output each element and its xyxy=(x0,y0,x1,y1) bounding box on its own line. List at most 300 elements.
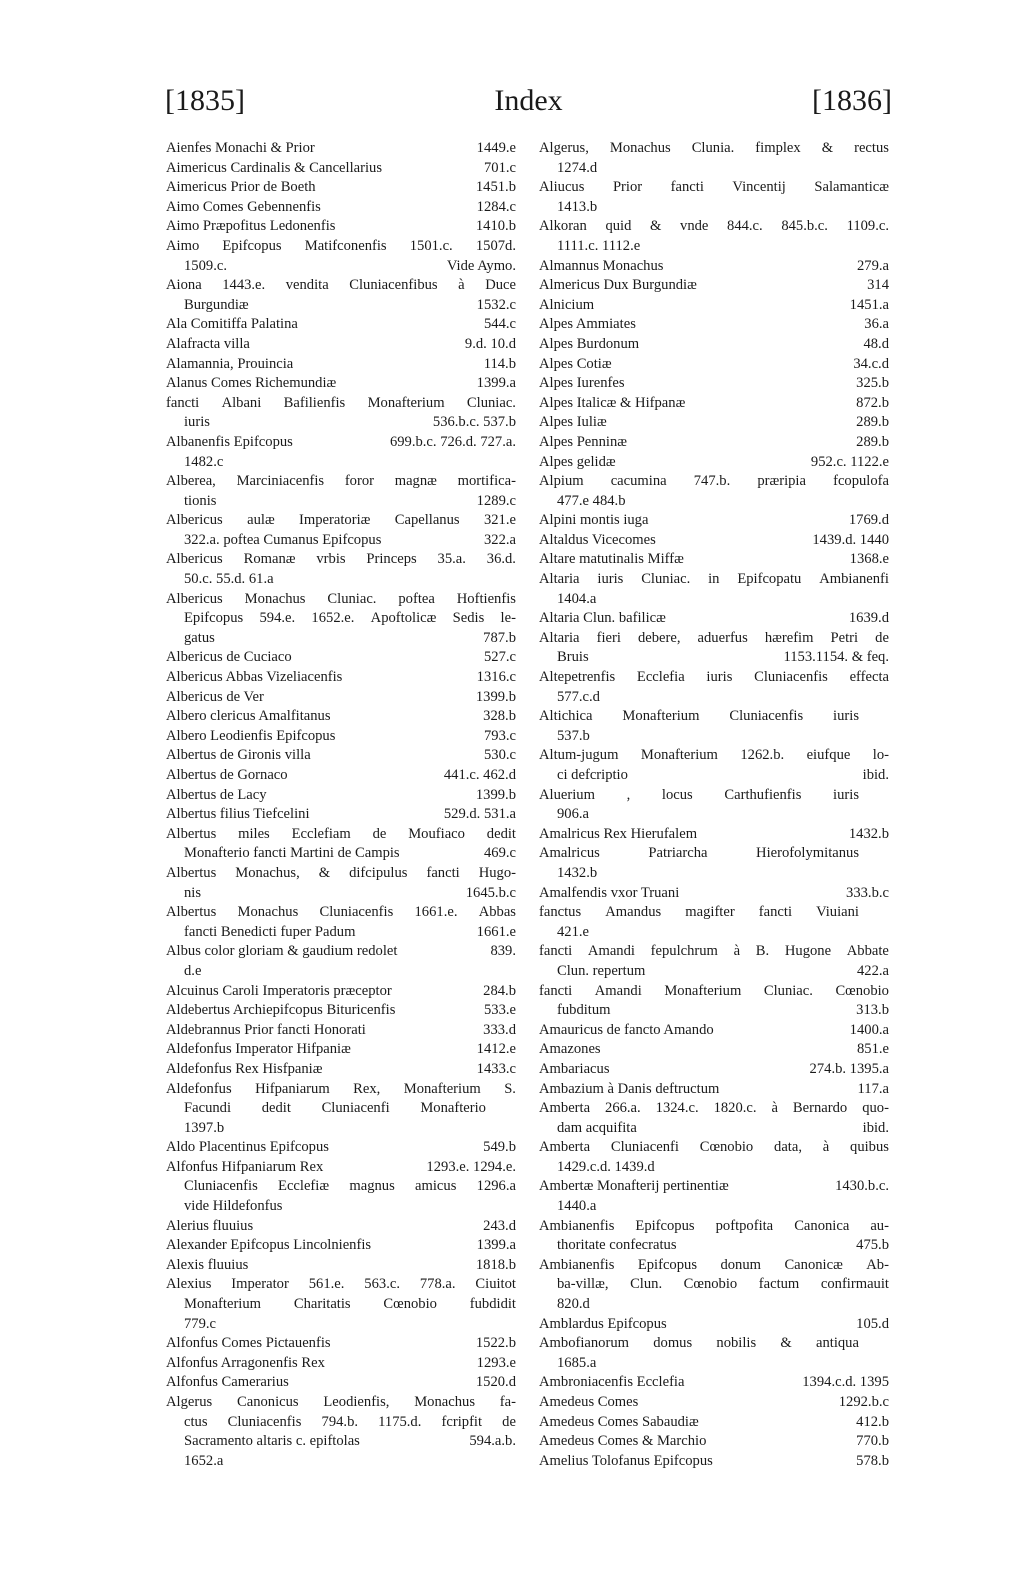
index-entry-line xyxy=(539,590,889,610)
page-reference: 1639.d xyxy=(848,610,889,627)
entry-text: Aldefonfus Rex Hisfpaniæ xyxy=(166,1060,323,1077)
index-entry xyxy=(539,1138,889,1177)
entry-text: gatus xyxy=(184,629,215,646)
index-entry xyxy=(539,453,889,473)
index-entry xyxy=(166,139,516,159)
index-entry-line xyxy=(166,1393,516,1413)
index-entry-line xyxy=(539,1177,889,1197)
entry-text: Burgundiæ xyxy=(184,296,249,313)
index-entry-line xyxy=(539,1197,889,1217)
entry-text: Alkoran quid & vnde 844.c. 845.b.c. 1109.c. xyxy=(539,218,889,235)
entry-text: Alfonfus Comes Pictauenfis xyxy=(166,1335,331,1352)
entry-text: fancti Amandi Monafterium Cluniac. Cœnobio xyxy=(539,982,889,999)
entry-text: Amblardus Epifcopus xyxy=(539,1315,667,1332)
page-reference: 793.c xyxy=(483,727,516,744)
index-entry-line xyxy=(166,1197,516,1217)
entry-text: Alberea, Marciniacenfis foror magnæ mortifica- xyxy=(166,473,516,490)
entry-text: Alfonfus Camerarius xyxy=(166,1374,289,1391)
entry-text: Aldebertus Archiepifcopus Bituricenfis xyxy=(166,1002,396,1019)
page-reference: 289.b xyxy=(856,414,889,431)
page-reference: 328.b xyxy=(483,708,516,725)
index-entry xyxy=(539,1413,889,1433)
page-reference: 701.c xyxy=(483,159,516,176)
page-reference: 544.c xyxy=(483,316,516,333)
entry-text: 1404.a xyxy=(557,590,597,607)
index-entry-line xyxy=(539,1080,889,1100)
index-entry xyxy=(539,178,889,217)
entry-text: Epifcopus 594.e. 1652.e. Apoftolicæ Sedis le- xyxy=(184,610,516,627)
index-entry-line xyxy=(166,472,516,492)
entry-text: Albertus Monachus Cluniacenfis 1661.e. Abbas xyxy=(166,904,516,921)
index-entry-line xyxy=(539,1001,889,1021)
index-entry-line xyxy=(539,139,889,159)
index-entry xyxy=(166,864,516,903)
entry-text: Albericus Monachus Cluniac. poftea Hoftienfis xyxy=(166,590,516,607)
index-entry-line xyxy=(166,1080,516,1100)
entry-text: Ambianenfis Epifcopus poftpofita Canonica au- xyxy=(539,1217,889,1234)
index-entry-line xyxy=(166,805,516,825)
entry-text: 820.d xyxy=(557,1296,590,1313)
index-entry-line xyxy=(166,1001,516,1021)
entry-text: Aimo Epifcopus Matifconenfis 1501.c. 1507d. xyxy=(166,237,516,254)
entry-text: Sacramento altaris c. epiftolas xyxy=(184,1433,360,1450)
index-entry xyxy=(539,844,889,883)
index-entry xyxy=(166,1236,516,1256)
page-reference: 1430.b.c. xyxy=(835,1178,889,1195)
page-reference: 333.b.c xyxy=(846,884,889,901)
index-entry-line xyxy=(539,570,889,590)
page-reference: 1316.c xyxy=(476,669,516,686)
page-reference: 872.b xyxy=(856,394,889,411)
index-entry-line xyxy=(166,688,516,708)
index-entry xyxy=(539,786,889,825)
entry-text: Alpes Iurenfes xyxy=(539,375,625,392)
page-reference: 1451.b xyxy=(475,179,516,196)
page-reference: 34.c.d xyxy=(853,355,889,372)
page-reference: 243.d xyxy=(483,1217,516,1234)
index-entry-line xyxy=(539,217,889,237)
page-reference: 117.a xyxy=(857,1080,889,1097)
entry-text: Ambariacus xyxy=(539,1060,610,1077)
index-entry xyxy=(166,237,516,276)
index-entry-line xyxy=(539,433,889,453)
index-entry-line xyxy=(166,276,516,296)
index-entry-line xyxy=(166,1315,516,1335)
index-entry xyxy=(539,1040,889,1060)
entry-text: Aimericus Prior de Boeth xyxy=(166,179,316,196)
index-entry xyxy=(539,413,889,433)
page-reference: 1412.e xyxy=(476,1041,516,1058)
index-entry xyxy=(166,668,516,688)
entry-text: Alexis fluuius xyxy=(166,1256,249,1273)
index-entry-line xyxy=(539,746,889,766)
index-entry-line xyxy=(539,315,889,335)
page-reference: 48.d xyxy=(863,335,889,352)
index-entry-line xyxy=(539,1373,889,1393)
entry-text: Clun. repertum xyxy=(557,962,646,979)
index-entry-line xyxy=(166,159,516,179)
index-entry-line xyxy=(166,648,516,668)
index-entry-line xyxy=(539,1413,889,1433)
entry-text: Albertus de Lacy xyxy=(166,786,267,803)
index-entry xyxy=(539,1060,889,1080)
index-entry-line xyxy=(539,1393,889,1413)
index-entry xyxy=(539,1373,889,1393)
index-entry xyxy=(539,1452,889,1472)
entry-text: Amedeus Comes xyxy=(539,1394,639,1410)
index-entry-line xyxy=(539,511,889,531)
entry-text: Algerus, Monachus Clunia. fimplex & rectus xyxy=(539,140,889,156)
index-entry-line xyxy=(166,1413,516,1433)
page-reference: 9.d. 10.d xyxy=(464,335,516,352)
page-reference: Vide Aymo. xyxy=(446,257,516,274)
index-entry-line xyxy=(166,1373,516,1393)
index-entry-line xyxy=(539,335,889,355)
page-reference: 313.b xyxy=(856,1002,889,1019)
entry-text: iuris xyxy=(184,414,210,431)
index-entry xyxy=(166,942,516,981)
index-entry xyxy=(166,374,516,394)
entry-text: d.e xyxy=(184,962,202,979)
index-entry-line xyxy=(539,923,889,943)
index-entry xyxy=(539,1334,889,1373)
page-reference: 770.b xyxy=(856,1433,889,1450)
index-entry-line xyxy=(166,139,516,159)
index-entry xyxy=(166,159,516,179)
entry-text: Albericus aulæ Imperatoriæ Capellanus 321.e xyxy=(166,512,516,529)
page-reference: 1451.a xyxy=(849,296,889,313)
index-entry-line xyxy=(539,1236,889,1256)
index-entry xyxy=(539,257,889,277)
index-entry-line xyxy=(539,629,889,649)
index-entry-line xyxy=(539,1295,889,1315)
page-reference: 1293.e xyxy=(476,1354,516,1371)
entry-text: nis xyxy=(184,884,202,901)
page-reference: ibid. xyxy=(862,1119,889,1136)
entry-text: Alnicium xyxy=(539,296,595,313)
index-entry xyxy=(539,1099,889,1138)
entry-text: 1413.b xyxy=(557,198,598,215)
page-reference: 533.e xyxy=(483,1002,516,1019)
index-entry-line xyxy=(539,453,889,473)
page-reference: 530.c xyxy=(483,747,516,764)
page-reference: 289.b xyxy=(856,433,889,450)
entry-text: Bruis xyxy=(557,649,589,666)
index-entry-line xyxy=(539,1138,889,1158)
entry-text: Ambianenfis Epifcopus donum Canonicæ Ab- xyxy=(539,1256,889,1273)
index-entry-line xyxy=(166,217,516,237)
index-entry-line xyxy=(539,688,889,708)
index-entry-line xyxy=(539,1432,889,1452)
entry-text: Alpium cacumina 747.b. præripia fcopulofa xyxy=(539,473,889,490)
entry-text: Amazones xyxy=(539,1041,601,1058)
index-entry-line xyxy=(539,1119,889,1139)
entry-text: 1509.c. xyxy=(184,257,227,274)
index-entry xyxy=(166,1021,516,1041)
entry-text: dam acquifita xyxy=(557,1119,637,1136)
index-entry-line xyxy=(539,550,889,570)
entry-text: Amelius Tolofanus Epifcopus xyxy=(539,1452,713,1469)
index-entry-line xyxy=(539,237,889,257)
index-entry-line xyxy=(166,884,516,904)
index-entry xyxy=(166,1275,516,1334)
index-entry xyxy=(166,550,516,589)
entry-text: ctus Cluniacenfis 794.b. 1175.d. fcripfit de xyxy=(184,1413,516,1430)
entry-text: Aldefonfus Imperator Hifpaniæ xyxy=(166,1041,351,1058)
entry-text: Alpes Penninæ xyxy=(539,433,627,450)
index-entry-line xyxy=(166,1236,516,1256)
page-reference: 105.d xyxy=(856,1315,889,1332)
entry-text: Aiona 1443.e. vendita Cluniacenfibus à Duce xyxy=(166,277,516,294)
index-entry xyxy=(539,276,889,296)
index-entry-line xyxy=(539,668,889,688)
index-entry-line xyxy=(539,1334,889,1354)
index-entry-line xyxy=(166,1021,516,1041)
index-entry-line xyxy=(166,178,516,198)
entry-text: Altaria Clun. bafilicæ xyxy=(539,610,666,627)
index-entry-line xyxy=(539,805,889,825)
entry-text: fanctus Amandus magifter fancti Viuiani xyxy=(539,904,859,921)
entry-text: Amalricus Rex Hierufalem xyxy=(539,825,698,842)
index-entry-line xyxy=(539,492,889,512)
entry-text: thoritate confecratus xyxy=(557,1237,677,1254)
index-entry-line xyxy=(166,1040,516,1060)
entry-text: 1685.a xyxy=(557,1354,597,1371)
index-entry-line xyxy=(539,1275,889,1295)
index-entry xyxy=(166,805,516,825)
index-entry-line xyxy=(539,707,889,727)
entry-text: 1111.c. 1112.e xyxy=(557,237,641,254)
page-reference: 441.c. 462.d xyxy=(443,767,516,783)
index-entry xyxy=(539,1393,889,1413)
index-entry xyxy=(539,1177,889,1216)
index-entry-line xyxy=(166,394,516,414)
index-entry xyxy=(539,296,889,316)
index-entry xyxy=(539,472,889,511)
index-entry-line xyxy=(539,903,889,923)
right-page-number: [1836] xyxy=(812,84,892,117)
index-entry xyxy=(166,1060,516,1080)
page-reference: 1522.b xyxy=(475,1335,516,1352)
index-entry-line xyxy=(539,825,889,845)
page-reference: 529.d. 531.a xyxy=(443,806,516,823)
index-entry xyxy=(166,178,516,198)
entry-text: Albericus Abbas Vizeliacenfis xyxy=(166,669,343,686)
index-entry xyxy=(539,746,889,785)
index-entry xyxy=(539,511,889,531)
index-entry-line xyxy=(539,786,889,806)
index-entry-line xyxy=(166,1217,516,1237)
entry-text: Alexander Epifcopus Lincolnienfis xyxy=(166,1237,372,1254)
index-entry xyxy=(166,648,516,668)
index-entry-line xyxy=(166,237,516,257)
index-entry xyxy=(166,766,516,786)
page-reference: 1400.a xyxy=(849,1021,889,1038)
entry-text: Monafterio fancti Martini de Campis xyxy=(184,845,400,862)
page-reference: 1769.d xyxy=(848,512,889,529)
page-reference: 114.b xyxy=(483,355,516,372)
entry-text: 577.c.d xyxy=(557,688,600,705)
page-reference: 333.d xyxy=(483,1021,516,1038)
page-reference: 851.e xyxy=(856,1041,889,1058)
entry-text: 906.a xyxy=(557,806,590,823)
index-entry-line xyxy=(166,786,516,806)
index-entry-line xyxy=(166,590,516,610)
index-entry-line xyxy=(539,276,889,296)
entry-text: Aliucus Prior fancti Vincentij Salamanticæ xyxy=(539,179,889,196)
index-entry-line xyxy=(166,844,516,864)
index-entry-line xyxy=(166,335,516,355)
page-reference: 952.c. 1122.e xyxy=(810,453,889,470)
page-reference: 412.b xyxy=(856,1413,889,1430)
entry-text: 477.e 484.b xyxy=(557,492,626,509)
entry-text: Albero clericus Amalfitanus xyxy=(166,708,331,725)
entry-text: 537.b xyxy=(557,727,590,744)
index-entry-line xyxy=(539,609,889,629)
entry-text: Almannus Monachus xyxy=(539,257,664,274)
index-entry-line xyxy=(539,257,889,277)
page-reference: 1368.e xyxy=(849,551,889,568)
entry-text: Amberta 266.a. 1324.c. 1820.c. à Bernardo quo- xyxy=(539,1100,889,1117)
index-entry-line xyxy=(539,962,889,982)
entry-text: Alamannia, Prouincia xyxy=(166,355,294,372)
entry-text: Alpes Ammiates xyxy=(539,316,636,333)
index-entry-line xyxy=(539,864,889,884)
index-entry xyxy=(539,707,889,746)
page-reference: 536.b.c. 537.b xyxy=(432,414,516,431)
index-entry-line xyxy=(539,1060,889,1080)
index-entry-line xyxy=(539,727,889,747)
entry-text: ba-villæ, Clun. Cœnobio factum confirmauit xyxy=(557,1276,889,1293)
entry-text: Altaria fieri debere, aduerfus hærefim Petri de xyxy=(539,629,889,646)
page-reference: 36.a xyxy=(864,316,889,333)
page-reference: 422.a xyxy=(856,962,889,979)
page-reference: 1520.d xyxy=(475,1374,516,1391)
index-entry-line xyxy=(539,159,889,179)
index-entry xyxy=(166,1256,516,1276)
index-entry-line xyxy=(166,1334,516,1354)
index-entry-line xyxy=(166,570,516,590)
index-entry xyxy=(166,1334,516,1354)
entry-text: Alexius Imperator 561.e. 563.c. 778.a. Ciuitot xyxy=(166,1276,516,1293)
entry-text: 1482.c xyxy=(184,453,224,470)
entry-text: Albertus de Gornaco xyxy=(166,767,288,783)
index-entry xyxy=(539,609,889,629)
index-entry xyxy=(166,217,516,237)
index-entry-line xyxy=(166,413,516,433)
index-entry-line xyxy=(539,766,889,786)
index-entry-line xyxy=(166,492,516,512)
index-entry xyxy=(166,472,516,511)
index-entry-line xyxy=(539,1354,889,1374)
entry-text: Alpes Burdonum xyxy=(539,335,640,352)
index-entry xyxy=(539,139,889,178)
index-entry xyxy=(539,550,889,570)
index-entry-line xyxy=(539,531,889,551)
index-entry-line xyxy=(166,942,516,962)
index-entry-line xyxy=(539,884,889,904)
entry-text: Aldo Placentinus Epifcopus xyxy=(166,1139,329,1156)
index-entry xyxy=(166,511,516,550)
index-entry xyxy=(539,335,889,355)
page-reference: 1410.b xyxy=(475,218,516,235)
index-entry-line xyxy=(166,453,516,473)
index-entry xyxy=(539,668,889,707)
index-entry xyxy=(539,1021,889,1041)
index-entry-line xyxy=(166,746,516,766)
index-entry-line xyxy=(166,1452,516,1472)
entry-text: Albericus Romanæ vrbis Princeps 35.a. 36.d. xyxy=(166,551,516,568)
entry-text: 1432.b xyxy=(557,864,598,881)
index-entry xyxy=(539,394,889,414)
page-title: Index xyxy=(494,84,563,117)
entry-text: 779.c xyxy=(184,1315,217,1332)
entry-text: Amberta Cluniacenfi Cœnobio data, à quibus xyxy=(539,1139,889,1156)
page-reference: 578.b xyxy=(856,1452,889,1469)
entry-text: Aldefonfus Hifpaniarum Rex, Monafterium S. xyxy=(166,1080,516,1097)
index-entry xyxy=(166,1040,516,1060)
index-entry xyxy=(166,1158,516,1217)
entry-text: Albericus de Ver xyxy=(166,688,264,705)
page-reference: 1153.1154. & feq. xyxy=(783,649,889,666)
index-entry xyxy=(166,1080,516,1139)
page-reference: 594.a.b. xyxy=(469,1433,516,1450)
index-entry xyxy=(166,982,516,1002)
entry-text: Amedeus Comes & Marchio xyxy=(539,1433,707,1450)
index-entry xyxy=(539,629,889,668)
page-reference: 322.a xyxy=(483,531,516,548)
entry-text: Albus color gloriam & gaudium redolet xyxy=(166,943,398,960)
entry-text: Amalfendis vxor Truani xyxy=(539,884,680,901)
entry-text: Alpini montis iuga xyxy=(539,512,649,529)
entry-text: vide Hildefonfus xyxy=(184,1198,283,1215)
index-entry-line xyxy=(166,1138,516,1158)
index-entry xyxy=(539,1080,889,1100)
index-entry-line xyxy=(166,727,516,747)
index-entry-line xyxy=(166,531,516,551)
page-reference: 1439.d. 1440 xyxy=(812,531,889,548)
page-reference: 527.c xyxy=(483,649,516,666)
index-entry-line xyxy=(166,1060,516,1080)
entry-text: Almericus Dux Burgundiæ xyxy=(539,277,697,294)
index-entry-line xyxy=(539,394,889,414)
entry-text: Aimericus Cardinalis & Cancellarius xyxy=(166,159,383,176)
index-entry-line xyxy=(166,296,516,316)
index-entry xyxy=(166,335,516,355)
index-column-left xyxy=(166,139,516,1471)
index-entry xyxy=(166,707,516,727)
index-entry xyxy=(539,1315,889,1335)
index-entry-line xyxy=(166,1432,516,1452)
index-entry-line xyxy=(166,825,516,845)
entry-text: Alpes Italicæ & Hifpanæ xyxy=(539,394,686,411)
page-reference: 1399.a xyxy=(476,375,516,392)
index-entry-line xyxy=(539,1158,889,1178)
index-entry xyxy=(166,198,516,218)
index-entry xyxy=(166,903,516,942)
entry-text: 1652.a xyxy=(184,1452,224,1469)
index-entry-line xyxy=(166,962,516,982)
index-entry xyxy=(539,825,889,845)
entry-text: Ambroniacenfis Ecclefia xyxy=(539,1374,685,1391)
entry-text: Amauricus de fancto Amando xyxy=(539,1021,714,1038)
index-entry-line xyxy=(539,178,889,198)
index-entry xyxy=(539,1217,889,1256)
index-entry xyxy=(539,884,889,904)
entry-text: Albertus Monachus, & difcipulus fancti Hugo- xyxy=(166,864,516,881)
index-entry-line xyxy=(539,413,889,433)
page-reference: 1399.b xyxy=(475,786,516,803)
